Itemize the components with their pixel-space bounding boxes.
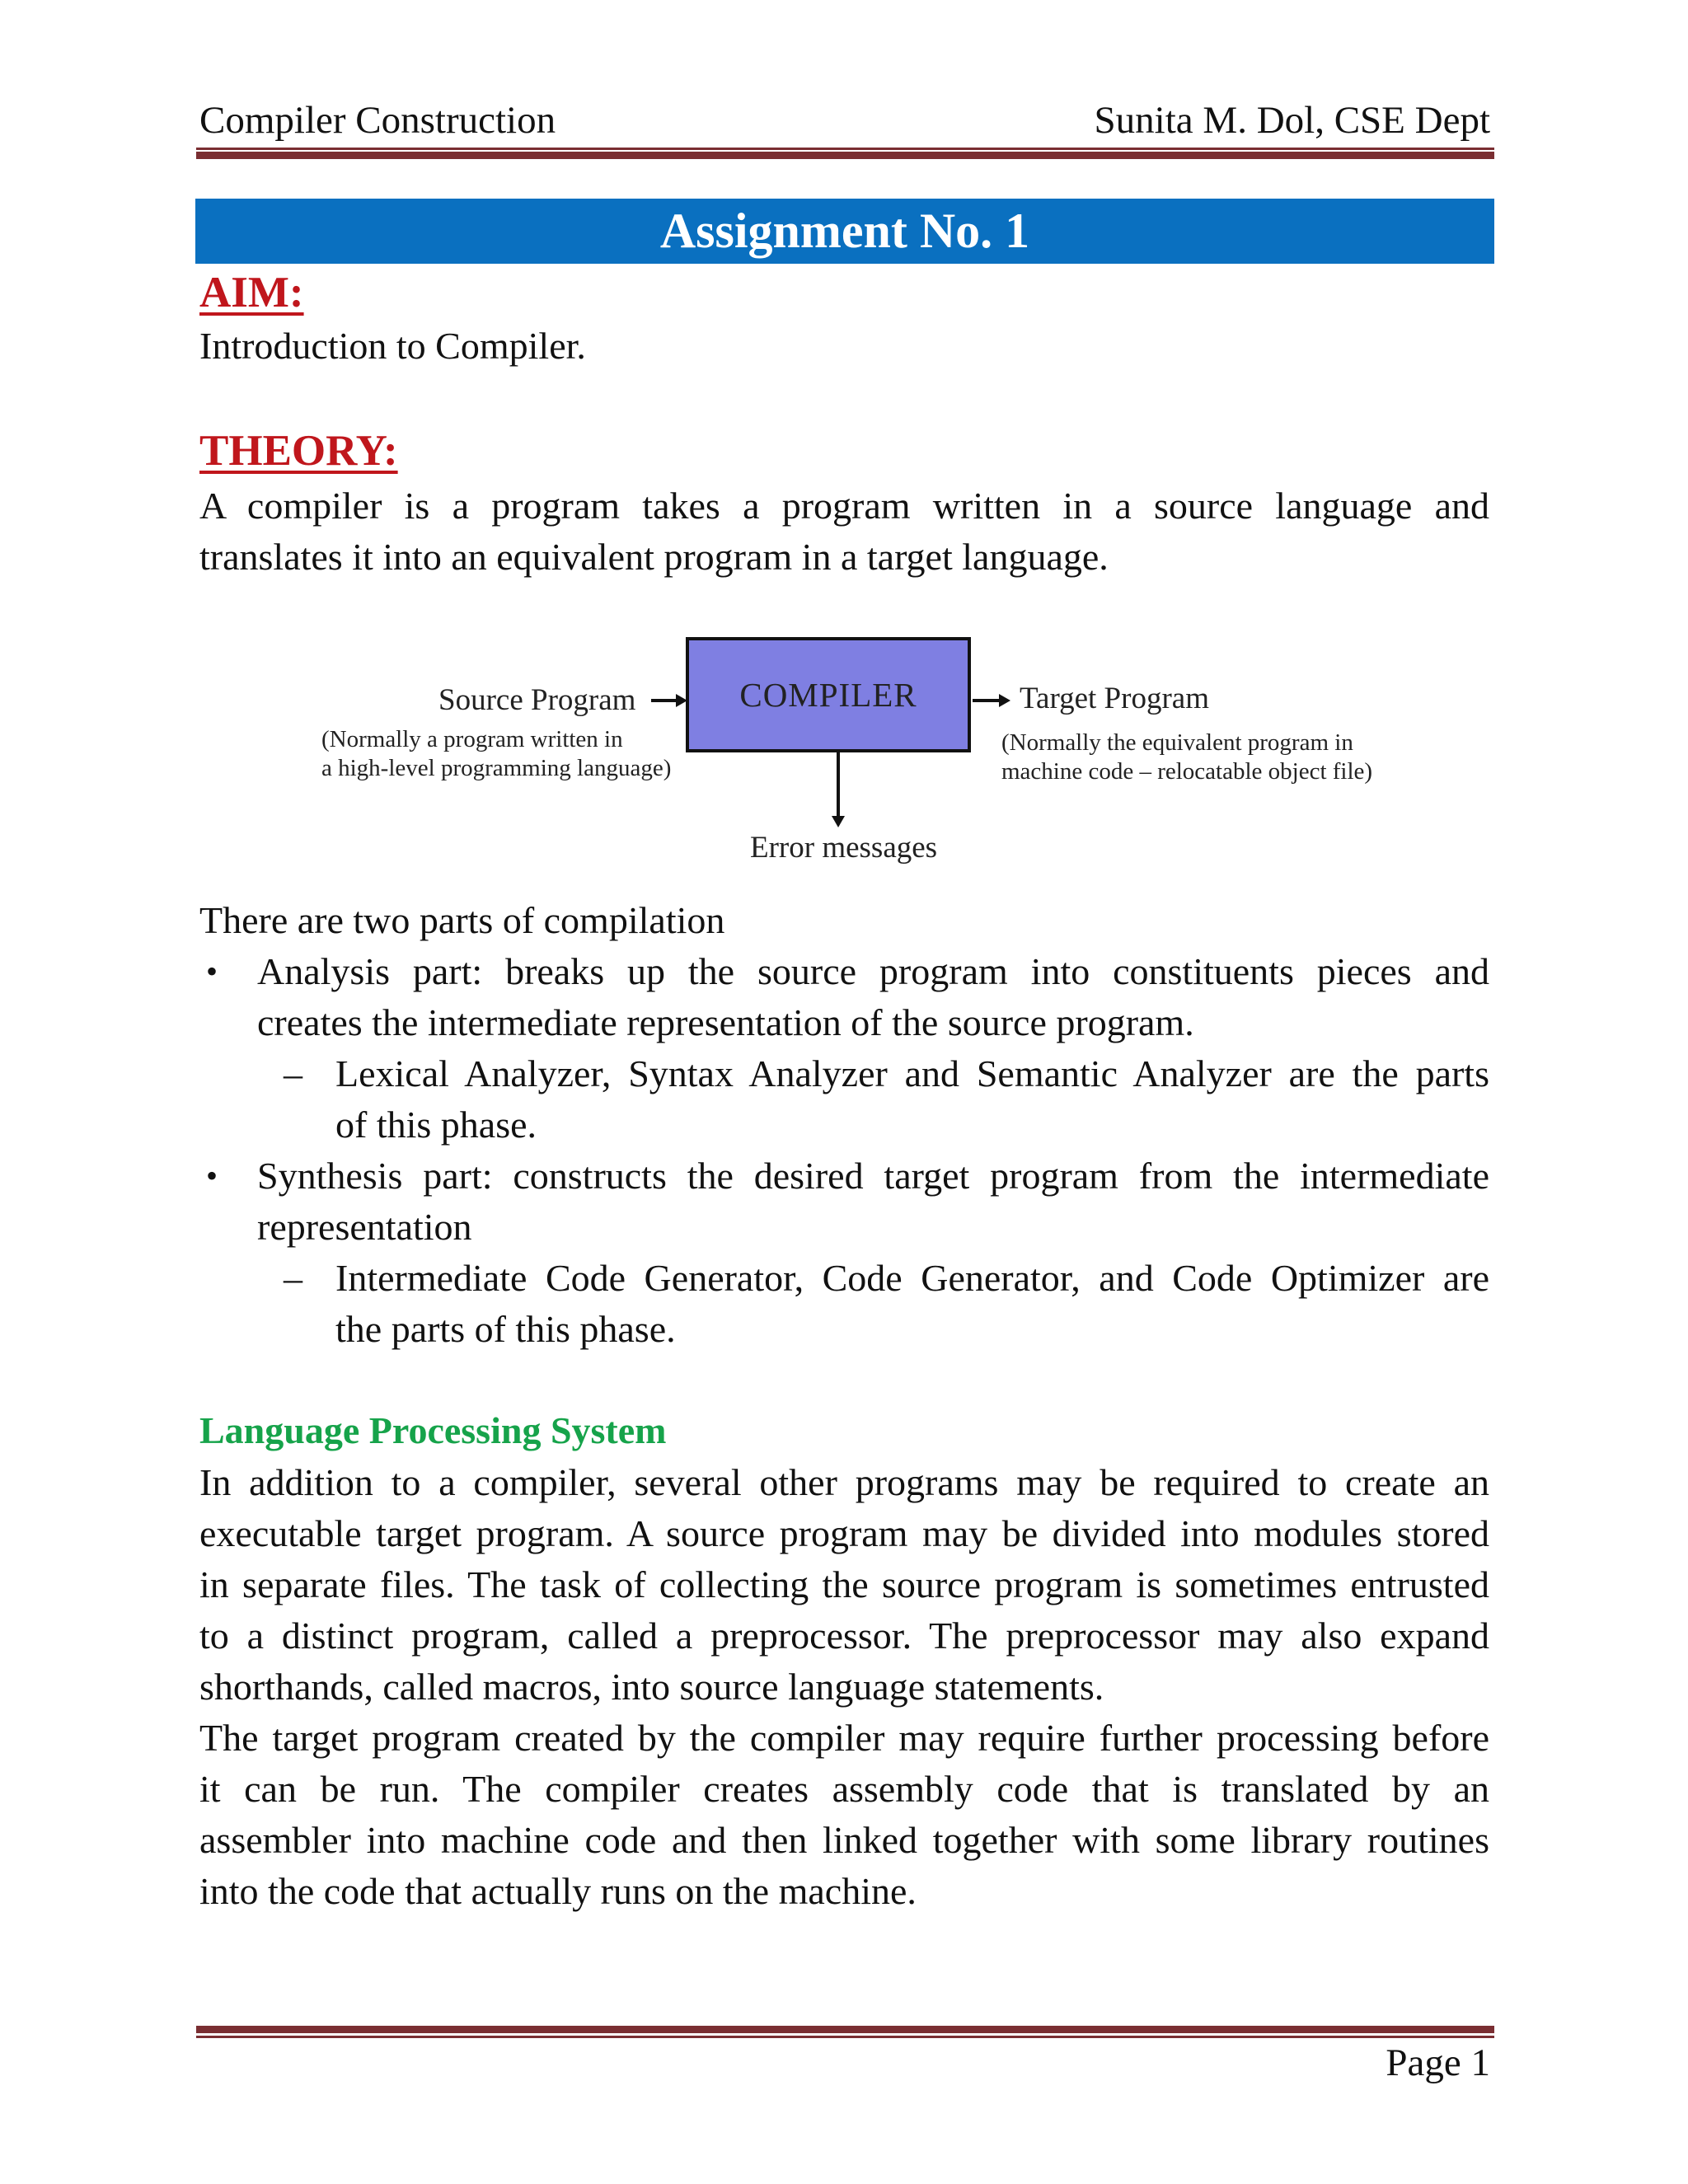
text-line: the parts of this phase. [335, 1308, 676, 1350]
text-line: shorthands, called macros, into source language statements. [199, 1666, 1104, 1708]
compiler-box: COMPILER [686, 637, 971, 752]
assignment-banner: Assignment No. 1 [195, 199, 1494, 264]
footer-rule-thin [196, 2036, 1494, 2038]
aim-text: Introduction to Compiler. [199, 325, 586, 367]
analysis-part [257, 946, 1489, 1048]
text-line: representation [257, 1206, 472, 1248]
arrow-head [999, 694, 1010, 707]
diagram-error-label: Error messages [750, 831, 938, 865]
analysis-subpart [335, 1048, 1489, 1151]
text-line: Analysis part: breaks up the source program into constituents pieces and [257, 950, 1489, 992]
text-line: assembler into machine code and then linked together with some library routines [199, 1819, 1489, 1861]
text-line: translates it into an equivalent program in a target language. [199, 536, 1109, 578]
text-line: of this phase. [335, 1104, 537, 1146]
text-line: in separate files. The task of collecting the source program is sometimes entrusted [199, 1563, 1489, 1605]
text-line: A compiler is a program takes a program written in a source language and [199, 485, 1489, 527]
arrow-head [832, 816, 845, 827]
synthesis-subpart [335, 1253, 1489, 1355]
parts-intro: There are two parts of compilation [199, 899, 725, 941]
text-line: creates the intermediate representation of the source program. [257, 1001, 1194, 1043]
diagram-target-label: Target Program [1020, 682, 1209, 715]
text-line: executable target program. A source program may be divided into modules stored [199, 1512, 1489, 1554]
diagram-source-label: Source Program [438, 683, 636, 717]
header-rule-thick [196, 152, 1494, 159]
theory-intro [199, 480, 1489, 583]
text-line: to a distinct program, called a preprocessor. The preprocessor may also expand [199, 1615, 1489, 1657]
dash-icon: – [284, 1052, 302, 1094]
text-line: machine code – relocatable object file) [1001, 758, 1373, 785]
text-line: (Normally the equivalent program in [1001, 729, 1353, 756]
lps-heading: Language Processing System [199, 1409, 667, 1451]
text-line: Intermediate Code Generator, Code Generator, and Code Optimizer are [335, 1257, 1489, 1299]
diagram-target-note [1001, 729, 1372, 786]
text-line: into the code that actually runs on the machine. [199, 1870, 917, 1912]
header-author: Sunita M. Dol, CSE Dept [1094, 99, 1490, 142]
text-line: it can be run. The compiler creates assembly code that is translated by an [199, 1768, 1489, 1810]
text-line: (Normally a program written in [321, 726, 623, 752]
dash-icon: – [284, 1257, 302, 1299]
bullet-icon: • [206, 953, 218, 990]
lps-paragraph-2 [199, 1713, 1489, 1917]
lps-paragraph-1 [199, 1457, 1489, 1713]
text-line: Lexical Analyzer, Syntax Analyzer and Semantic Analyzer are the parts [335, 1052, 1489, 1094]
text-line: In addition to a compiler, several other programs may be required to create an [199, 1461, 1489, 1503]
bullet-icon: • [206, 1157, 218, 1194]
page-number: Page 1 [1386, 2041, 1490, 2084]
theory-heading: THEORY: [199, 427, 398, 475]
synthesis-part [257, 1151, 1489, 1253]
text-line: Synthesis part: constructs the desired target program from the intermediate [257, 1155, 1489, 1197]
header-course-title: Compiler Construction [199, 99, 556, 142]
diagram-source-note [321, 725, 671, 783]
footer-rule-thick [196, 2026, 1494, 2033]
header-rule-thin [196, 148, 1494, 150]
text-line: The target program created by the compiler may require further processing before [199, 1717, 1489, 1759]
aim-heading: AIM: [199, 269, 304, 316]
text-line: a high-level programming language) [321, 755, 672, 781]
